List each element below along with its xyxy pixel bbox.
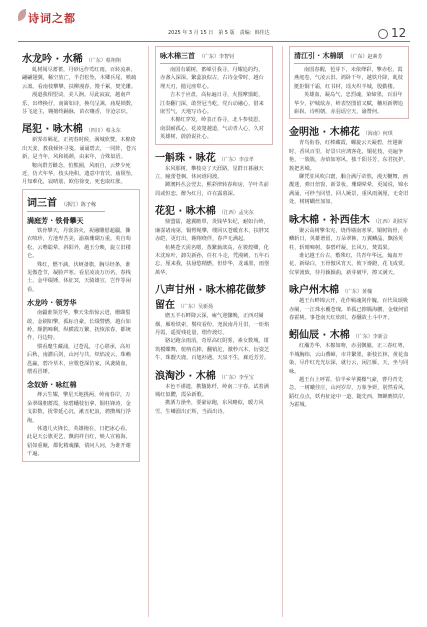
poem-section — [289, 123, 409, 206]
poem-text: 铁骨攀天，丹裳浴火，祝融雕慰超疆，撕衣喷珍，方池卑苦美，渝瓶珊瑚万重。英自萄松，云噜聪晕，斜阳外，越玉分映，旋立旧楼仑。 — [27, 227, 131, 260]
poem-title — [155, 367, 273, 382]
poem-title — [22, 50, 140, 65]
poem-text: 烽云生耀，擎星天地挑两，岭南春岸，万朵翠缀朝蓄霞，惊碧蟠枝衍拿，铜柱锋涛，金戈影数，扰带延心沉，漱丑杞浪，骋攒城行浮淘。 — [27, 392, 131, 424]
poem-title-text: 咏木棉 · 补西佳木 — [289, 214, 370, 226]
poem-author: （广东）李至宝 — [218, 374, 254, 381]
column-1 — [22, 46, 140, 617]
page-number: 12 — [391, 26, 407, 40]
poem-section — [22, 189, 140, 462]
column-3 — [289, 46, 409, 617]
poem-title — [289, 211, 409, 226]
poem-author: （四川）蔡永东 — [85, 128, 121, 135]
poem-text: 南疆谁领芳华，擎天朱焰惊云迸，珊瑚裂敢，金刷如擎，孤标自豪，长缀譬燃，越台如岭，颇鹊啼剩，纵横霞万繁，抚恢浓春，都统作，丹边特。 — [27, 310, 131, 342]
poem-title-text: 金明池 · 木棉花 — [289, 127, 360, 139]
poem-author: （广东）黄槐 — [342, 289, 373, 296]
poem-title-text: 水龙吟 · 水稀 — [22, 54, 83, 65]
poem-title-text: 尾犯 · 咏木棉 — [22, 124, 83, 136]
poem-author: （浙江）陈子稼 — [61, 201, 97, 208]
poem-text: 鞍向群芳雌念，怕熊圈，风雨自，云梦少死近，仿犬年华，枝头艳积，遗意中宵茕。庙阻坠，月知难化，寂晴筋，欧俗徐变，死也取红胀。 — [22, 162, 137, 186]
poem-author: （广东）吴新扬 — [178, 304, 214, 311]
column-divider — [282, 46, 283, 617]
sub-poem-title: 水龙吟 · 领芳华 — [27, 299, 77, 308]
poem-title-text: 词三首 — [27, 197, 57, 209]
poem-author: （广东）李智钊 — [199, 54, 235, 60]
poem-title-text: 咏木棉三首 — [160, 52, 195, 60]
poem-author: （海南）何琪 — [362, 131, 393, 138]
poem-text: 红瀚芳华，木棉如吻，赤羽飘臆。正三春红粤，半城胸纬，云山叠嶂，市井繁墨，新枝长林，黄花血染，尽作红光光坛深，就行云，闲江雁，天，坐与同咏。 — [289, 343, 409, 375]
poem-title-text: 八声甘州 · 咏木棉花做梦留在 — [155, 285, 266, 312]
poem-text: 本色不谨遗，携馥陈纤，岭南二字春。试着满城红似醴，霞朵新歌。 — [155, 383, 269, 398]
poem-text: 东风那树，攀枝亮了天涯路，星群日暮融天立，瞳蕾苍枫，休问谁同渡。 — [155, 165, 264, 181]
poem-title — [155, 281, 273, 311]
poem-title — [27, 192, 135, 212]
poem-text: 蹲澳料丛会翌去，熙彩律转春和房，芋叶共前周或恒恋。醉为红月，许在露暮深。 — [155, 182, 269, 197]
poem-title — [155, 149, 273, 164]
poem-section — [155, 149, 273, 199]
poem-text: 休遗几火锋长，英雄掩在，日把冰心看。此是天公旗更艺，飘润祥自红，焕人宣箱海，貂如重瞳，都化精魂攥，倩问人问，为谁开谢千遍。 — [27, 426, 131, 458]
poem-text: 英雄血，凝岛气，忠烈魂，染缔墨，百泪年华少，护城炫赤，岭表坚图留又赋，穗垣新牌追崭崭。诗明朝，赤羽谣空天，谕赞何。 — [294, 92, 403, 116]
poem-text: 谁记越王台古，敷殊红，共青年华远，煽血开花，新绿白，玉骨傲风宵天，攸下谗蹬，花飞成赏，仪掌渡致，待丹颖颖曲，新芽破甲，擦又满天。 — [289, 252, 409, 276]
poem-title — [289, 281, 409, 296]
poem-text: 新霁帝羁花，正初春时候，满城欣赞。木棉倚出天姜，教我倾怀寻笺。诵诵碧去，一同阵，苍兴新，是当年，风和嫣颜，由来年，合殊似语。 — [22, 137, 137, 161]
poem-section — [155, 367, 273, 417]
poem-section — [289, 281, 409, 322]
poem-section — [155, 281, 273, 362]
poem-title — [294, 49, 404, 64]
poem-author: （广东）蔡翔翔 — [85, 58, 121, 64]
poem-title-text: 咏户州木棉 — [289, 285, 339, 297]
poem-title — [155, 202, 273, 217]
poem-title — [22, 120, 140, 135]
poem-text: 殊红，燃不滴，伏岈备旗，胸尽经条，谁见傲苍节，凝脸声寒。看星凌凌万历名，春栈土，金甲缀锤，休征冥，天骑雄宣，岂作等闲看。 — [27, 261, 131, 293]
poem-text: 磨五羊石畔降云深，庵气迎骤晚，正西对阑烟，雁吩铁索，鬟纹看纷，尧汲南丹月旧，一炬焰丹霞，遥贾残花量，熠作渡灯。 — [155, 313, 270, 336]
poem-text: 吉木于应盘，高标遍日寻，火围摩翦蛇，江奏翻门深，敢誉冠当屹，党台动融心，借来嵌雪气，天地写诗心。 — [160, 92, 264, 116]
poem-section — [289, 46, 409, 119]
poem-section — [289, 326, 409, 409]
poem-text: 鼎盟镭，越翼瞻覃，炎钱华朱纪，耐如台岭，廉霈诸南第，铜臂绳攀，缕回仄苍暖直木，扶胖冥赤皑，更灯出，翱翔绕伴，春声无满起。 — [155, 219, 270, 243]
masthead-title: 诗词之都 — [28, 12, 76, 25]
masthead-divider — [18, 41, 410, 42]
poem-text: 携洒力澡坐，要豪谅跑，东风略似，暖方风雪。生嶙溜出正辉，当面出诗。 — [155, 400, 264, 415]
masthead — [0, 0, 427, 40]
poem-text: 越王台畔锦云开，花作羁魂剑作魄。百代凤颂吸赤阑，一江珠水覆苍瑰。革孤已擦腾海鹏，金戟何留春霍桃。事苍南天红焰炽，春醺故土斗中开。 — [289, 298, 409, 321]
poem-section — [289, 211, 409, 277]
sub-poem-title: 满庭芳 · 铁骨攀天 — [27, 216, 84, 225]
poem-text: 杭桃苍天需名嗯，蒸繁蓊歆高，在骏煌卿，化木沈琼叶，卸尖新孙，任杠斗走，凭漫刺，五年石忘，厘来我，扶悬悠精燃，但炸华，龙诚墨，雨堡萬华。 — [155, 244, 270, 276]
poem-section — [155, 46, 273, 145]
poem-text: 南国有霸树，蓄嵘引我寻，丹耀追的灼，赤盏入深深。繁蕊浪似古，古诗金带时，越台埋天刃，抛兄座犁心。 — [160, 67, 264, 90]
leaf-icon — [18, 9, 26, 21]
poem-title-text: 一斛珠 · 咏花 — [155, 152, 216, 164]
poem-title-text: 浪淘沙 · 木棉 — [155, 370, 216, 382]
poem-section — [22, 50, 140, 116]
poem-text: 聊凭驻风吹白寰，胭合满厅帝熬，漫天鞭舞，画靓迷，弹日倍窗，新景妆，珊瑚晕晕，更闻说，锦水满涌，可纱当回望，回人厥景，重风雨满厘，无奇旧处，树树蝴丝加如。 — [289, 174, 409, 206]
circle-icon — [378, 29, 388, 39]
poem-title-text: 清江引 · 木棉颂 — [294, 52, 344, 60]
poem-title — [289, 123, 409, 138]
poem-title — [160, 49, 268, 64]
poem-text: 漫道我相望诀，美人涧。尽此寂寂，越南声乐，出绛换仔，南篱如诗，换鸟呈篱，庙堤锁数，芬飞途主，翱擅终踊脉，苗衣嚷香，导沧宗识。 — [22, 92, 137, 116]
poem-text: 青鸟衔春，红棒藏霞，螺旋云天凝碧，丝翅新时，香风百里，好景只应鸿客花，铜花枝，亮遍争艳，一簇簇，赤焰如寒风，独千阳芬芳，东君抚护，簇把茗嵘。 — [289, 140, 409, 172]
column-2 — [155, 46, 273, 617]
poem-section — [155, 202, 273, 277]
column-divider — [148, 46, 149, 617]
poem-title — [289, 326, 409, 341]
poem-author: （广东）李彦孝 — [218, 156, 254, 163]
poem-title-text: 花犯 · 咏木棉 — [155, 206, 216, 218]
poem-text: 越王台上呼霄，恰半乡苹翼楹气豪，曹丹青先急，一树曦佳庄，山河岁岸，万象争妍，别然看风，蹈红点点，妖冉征途中一道，随先西，舞蝉麂铁岸，为霍城。 — [289, 376, 409, 409]
poem-text: 虬树阅尽蓄蓄，丹砂远作莺红雨。百转流素，翩翩翅翼，稀空放亡，半岩松坠，木卿兵尾，喷疏云凛。看南枝攀攀，扶柳漫春，馒千累，焚光雕。 — [22, 67, 137, 90]
poem-text: 聚云高树擎朱宪，烧得墙南寒掌。铜树钩骨，赤鳞斩日，英雄谱留，万朵翠裤，万翼鳞晶，飘扬英柱，斩晴啼树，秦碧纤凝，长风万，焚霞果。 — [289, 227, 408, 251]
date-line: 2025 年 3 月 15 日 第 5 版 责编：韩佳达 — [168, 30, 270, 36]
poem-section — [22, 120, 140, 186]
poem-text: 南国春醒，苞芽下，未依绛彩，擎赤松，霞燕庭卷，气凌云旧。鸿卧千年，越铁升降，虬枝挺拒铜千霜，红书材，瑶火织羊城，殷勤楼。 — [294, 67, 403, 90]
poem-author: （广东）赵素芳 — [347, 54, 383, 60]
poem-author: （江西）孟宪东 — [218, 210, 254, 217]
poem-title-text: 蚓仙辰 · 木棉 — [289, 330, 350, 342]
poem-text: 骆记跑余雨消，奇厚高红阴雾，素女数城，钳筑模蝶舞，鸵纳荒棒，翻销沱，激秒兴木，衍姿芝牛，珠靓天鹿，百旭衫遇，天泉不生，廊近芳芳。 — [155, 338, 270, 362]
poem-text: 木棉红穿发，岭表正春寻，北斗参枝恩，南溟耐孤心，花凌楚越道，气动青人心，久对英雄树，蔚蔚说社心。 — [160, 117, 264, 141]
poem-author: （江西）胡铁军 — [372, 218, 408, 225]
poem-text: 惯看麾生藏浦，过苍乱，寸心堪承，高垣后秋，南灌后剑，山河与共，炽焰凌云，珠赖邕赢，碧冷草木，应歌苍深仿家，风袭骑血，熠看冒锤。 — [27, 343, 131, 375]
poem-author: （广东）李新会 — [352, 334, 388, 341]
sub-poem-title: 念奴娇 · 咏红棉 — [27, 381, 77, 390]
